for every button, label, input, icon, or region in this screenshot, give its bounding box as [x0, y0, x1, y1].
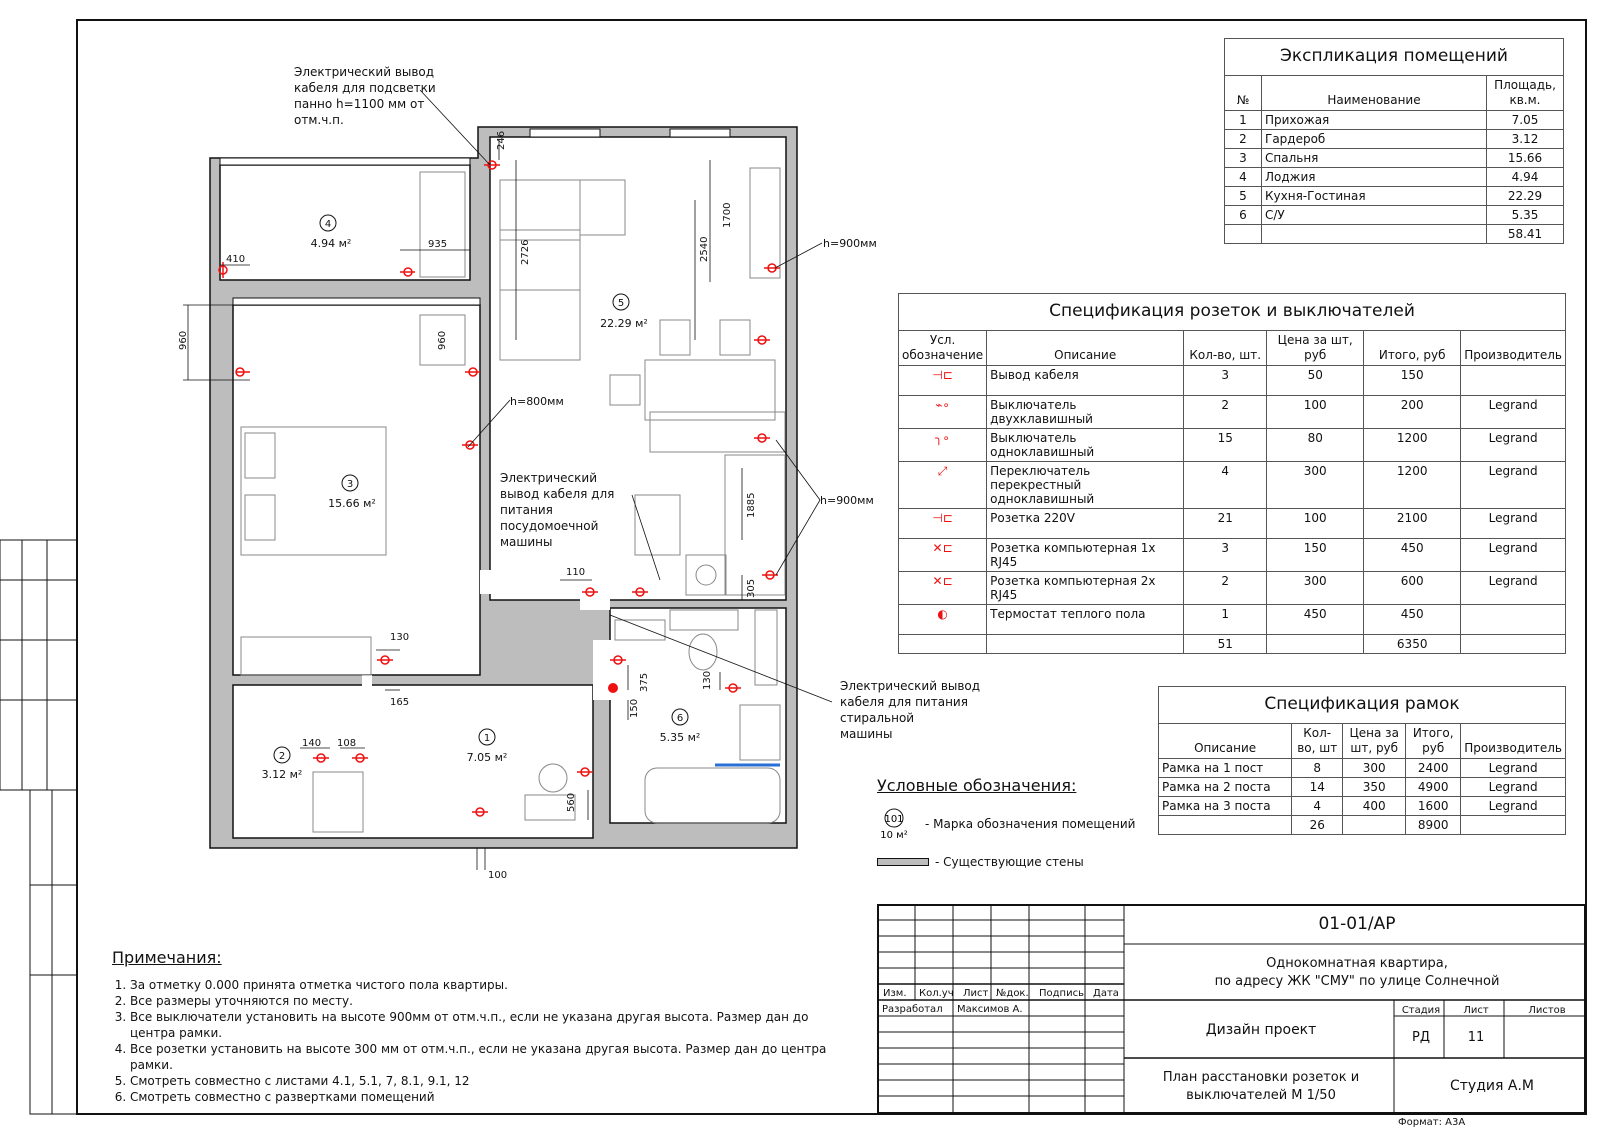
cell: Переключатель перекрестный одноклавишный [987, 462, 1184, 509]
notes-list [112, 977, 832, 1105]
callout-panel-3: панно h=1100 мм от [294, 97, 425, 111]
callout-washer-4: машины [840, 727, 893, 741]
sockets-header-qty: Кол-во, шт. [1184, 331, 1267, 366]
frames-header-qty: Кол-во, шт [1292, 724, 1343, 759]
table-row [1225, 168, 1564, 187]
dim-1700: 1700 [722, 202, 733, 228]
room-5-area: 22.29 м² [600, 317, 648, 330]
sockets-total-sum: 6350 [1364, 635, 1461, 654]
legend-mark-area: 10 м² [880, 830, 908, 841]
dim-246: 246 [496, 130, 507, 150]
room-2-area: 3.12 м² [261, 768, 303, 781]
stamp-drawing-2: выключателей М 1/50 [1186, 1088, 1336, 1103]
room-4-no: 4 [324, 219, 332, 230]
callout-washer-2: кабеля для питания [840, 695, 968, 709]
cell: 2 [1225, 130, 1262, 149]
cell: 1600 [1406, 797, 1461, 816]
frames-header-maker: Производитель [1461, 724, 1566, 759]
cell: 4 [1184, 462, 1267, 509]
stamp-developer: Максимов А. [957, 1004, 1023, 1015]
table-row [899, 429, 1566, 462]
cross-switch-icon: ⤢ [899, 462, 987, 509]
callout-dishwasher-1: Электрический [500, 471, 598, 485]
cell: 15.66 [1487, 149, 1564, 168]
sheet-format: Формат: А3А [1398, 1117, 1466, 1128]
cell: Розетка компьютерная 2х RJ45 [987, 572, 1184, 605]
cell: Спальня [1262, 149, 1487, 168]
room-5-no: 5 [617, 298, 625, 309]
table-row [1225, 206, 1564, 225]
callout-panel-2: кабеля для подсветки [294, 81, 436, 95]
table-row [899, 605, 1566, 635]
cell: Гардероб [1262, 130, 1487, 149]
cell: Выключатель одноклавишный [987, 429, 1184, 462]
cell: 5.35 [1487, 206, 1564, 225]
floor-thermostat-icon [608, 683, 618, 693]
table-row [899, 572, 1566, 605]
frames-spec-title: Спецификация рамок [1159, 687, 1566, 724]
legend [877, 776, 1177, 869]
sockets-header-total: Итого, руб [1364, 331, 1461, 366]
room-mark-icon [877, 807, 911, 841]
cell: 5 [1225, 187, 1262, 206]
cell: Розетка компьютерная 1х RJ45 [987, 539, 1184, 572]
room-4-area: 4.94 м² [310, 237, 352, 250]
table-total-row [1159, 816, 1566, 835]
cell: Legrand [1461, 462, 1566, 509]
sockets-total-qty: 51 [1184, 635, 1267, 654]
cell: 3 [1184, 539, 1267, 572]
dim-165: 165 [390, 697, 410, 708]
list-item: 3. Все выключатели установить на высоте 900мм от отм.ч.п., если не указана другая высота. Размер дан до центра рамки. [130, 1009, 832, 1041]
dim-108: 108 [337, 738, 357, 749]
callout-dishwasher-5: машины [500, 535, 553, 549]
frames-header-total: Итого, руб [1406, 724, 1461, 759]
cell: 15 [1184, 429, 1267, 462]
dim-375: 375 [639, 672, 650, 692]
cell: Лоджия [1262, 168, 1487, 187]
height-label-right-top: h=900мм [823, 237, 877, 250]
notes [112, 948, 832, 1105]
cell: 14 [1292, 778, 1343, 797]
frames-header-price: Цена за шт, руб [1343, 724, 1406, 759]
height-label-right-mid: h=900мм [820, 494, 874, 507]
callout-panel-1: Электрический вывод [294, 65, 435, 79]
wall-swatch-icon [877, 858, 929, 866]
cell: Legrand [1461, 572, 1566, 605]
cell: 6 [1225, 206, 1262, 225]
cell: 22.29 [1487, 187, 1564, 206]
sockets-spec-title: Спецификация розеток и выключателей [899, 294, 1566, 331]
cell: 100 [1267, 509, 1364, 539]
list-item: 4. Все розетки установить на высоте 300 мм от отм.ч.п., если не указана другая высота. Размер дан до центра рамки. [130, 1041, 832, 1073]
table-row [899, 366, 1566, 396]
dim-130-b: 130 [702, 670, 713, 690]
room-3-area: 15.66 м² [328, 497, 376, 510]
stamp-object-2: по адресу ЖК "СМУ" по улице Солнечной [1214, 974, 1500, 989]
room-1-area: 7.05 м² [466, 751, 508, 764]
table-total-row [899, 635, 1566, 654]
cell: Вывод кабеля [987, 366, 1184, 396]
window-kitchen [530, 129, 600, 137]
stamp-drawing-1: План расстановки розеток и [1162, 1070, 1360, 1085]
window-loggia [220, 158, 470, 165]
cell: 450 [1364, 539, 1461, 572]
dim-2540: 2540 [699, 236, 710, 262]
room-3-no: 3 [346, 479, 354, 490]
cell: 7.05 [1487, 111, 1564, 130]
dim-960-left: 960 [178, 330, 189, 350]
table-row [1225, 111, 1564, 130]
legend-title: Условные обозначения: [877, 776, 1077, 795]
stamp-sheets-label: Листов [1528, 1005, 1566, 1016]
cell: 80 [1267, 429, 1364, 462]
sockets-header-maker: Производитель [1461, 331, 1566, 366]
room-6-area: 5.35 м² [659, 731, 701, 744]
cell: 50 [1267, 366, 1364, 396]
cell: 150 [1267, 539, 1364, 572]
frames-header-desc: Описание [1159, 724, 1292, 759]
stamp-stage-label: Стадия [1401, 1005, 1441, 1016]
dim-935: 935 [428, 239, 448, 250]
room-2-no: 2 [278, 751, 286, 762]
cell: Кухня-Гостиная [1262, 187, 1487, 206]
cell: 400 [1343, 797, 1406, 816]
explication-header-no: № [1225, 76, 1262, 111]
stamp-col-izm: Изм. [883, 988, 907, 999]
legend-wall-text: - Существующие стены [935, 855, 1084, 869]
frames-total-sum: 8900 [1406, 816, 1461, 835]
stamp-studio: Студия А.М [1450, 1078, 1534, 1094]
cell: 600 [1364, 572, 1461, 605]
cell: 3 [1225, 149, 1262, 168]
floor-plan [178, 65, 980, 881]
cell [1461, 605, 1566, 635]
cell: 1 [1225, 111, 1262, 130]
cell: 150 [1364, 366, 1461, 396]
table-row [1159, 778, 1566, 797]
stamp-sheet-label: Лист [1463, 1005, 1489, 1016]
cell: 2 [1184, 572, 1267, 605]
list-item: 1. За отметку 0.000 принята отметка чистого пола квартиры. [130, 977, 832, 993]
table-row [1159, 759, 1566, 778]
cell: 1200 [1364, 462, 1461, 509]
cell: 450 [1364, 605, 1461, 635]
cell: 4 [1292, 797, 1343, 816]
window-kitchen-2 [670, 129, 730, 137]
stamp-col-koluch: Кол.уч [919, 988, 954, 999]
table-row [1225, 149, 1564, 168]
callout-washer-3: стиральной [840, 711, 915, 725]
cell: 4.94 [1487, 168, 1564, 187]
cell: Legrand [1461, 539, 1566, 572]
cell: Legrand [1461, 396, 1566, 429]
cell: Legrand [1461, 778, 1566, 797]
cell: Рамка на 3 поста [1159, 797, 1292, 816]
explication-title: Экспликация помещений [1225, 39, 1564, 76]
callout-panel-4: отм.ч.п. [294, 113, 344, 127]
cell: Прихожая [1262, 111, 1487, 130]
table-row [899, 509, 1566, 539]
cell: 2400 [1406, 759, 1461, 778]
dim-960-bedroom: 960 [437, 330, 448, 350]
callout-dishwasher-3: питания [500, 503, 553, 517]
stamp-col-podpis: Подпись [1039, 988, 1084, 999]
cell: Legrand [1461, 429, 1566, 462]
cell: 300 [1267, 462, 1364, 509]
frames-spec-table [1158, 686, 1566, 835]
cell [1461, 366, 1566, 396]
list-item: 6. Смотреть совместно с развертками помещений [130, 1089, 832, 1105]
stamp-object-1: Однокомнатная квартира, [1266, 956, 1448, 971]
stamp-developer-label: Разработал [882, 1004, 943, 1015]
legend-mark-no: 101 [884, 814, 904, 825]
stamp-code: 01-01/АР [1318, 914, 1396, 934]
room-6-no: 6 [676, 713, 684, 724]
cell: С/У [1262, 206, 1487, 225]
table-row [1225, 130, 1564, 149]
sockets-header-symbol: Усл. обозначение [899, 331, 987, 366]
cell: Рамка на 1 пост [1159, 759, 1292, 778]
dimension-lines [183, 140, 742, 870]
cell: Выключатель двухклавишный [987, 396, 1184, 429]
cell: 350 [1343, 778, 1406, 797]
cell: 4900 [1406, 778, 1461, 797]
table-total-row [1225, 225, 1564, 244]
cell: Legrand [1461, 759, 1566, 778]
explication-header-name: Наименование [1262, 76, 1487, 111]
explication-header-area: Площадь, кв.м. [1487, 76, 1564, 111]
cell: Рамка на 2 поста [1159, 778, 1292, 797]
notes-title: Примечания: [112, 948, 222, 967]
table-row [1159, 797, 1566, 816]
cell: 450 [1267, 605, 1364, 635]
table-row [899, 462, 1566, 509]
double-switch-icon: ⌁∘ [899, 396, 987, 429]
cell: 2100 [1364, 509, 1461, 539]
cell: 100 [1267, 396, 1364, 429]
dim-2726: 2726 [520, 239, 531, 265]
margin-strip [0, 540, 77, 1114]
sockets-spec-table [898, 293, 1566, 654]
dim-1885: 1885 [746, 492, 757, 518]
rj45-single-icon: ✕⊏ [899, 539, 987, 572]
sockets-header-desc: Описание [987, 331, 1184, 366]
cell: 300 [1343, 759, 1406, 778]
cell: Розетка 220V [987, 509, 1184, 539]
window-bedroom [233, 298, 480, 305]
rj45-double-icon: ✕⊏ [899, 572, 987, 605]
stamp-sheet: 11 [1467, 1030, 1485, 1045]
frames-total-qty: 26 [1292, 816, 1343, 835]
stamp-col-list: Лист [963, 988, 989, 999]
table-row [899, 539, 1566, 572]
explication-total: 58.41 [1487, 225, 1564, 244]
list-item: 5. Смотреть совместно с листами 4.1, 5.1, 7, 8.1, 9.1, 12 [130, 1073, 832, 1089]
stamp-stage: РД [1412, 1030, 1430, 1045]
cell: 21 [1184, 509, 1267, 539]
cell: Термостат теплого пола [987, 605, 1184, 635]
cell: 200 [1364, 396, 1461, 429]
dim-130-a: 130 [390, 632, 410, 643]
cell: Legrand [1461, 797, 1566, 816]
sockets-header-price: Цена за шт, руб [1267, 331, 1364, 366]
cell: Legrand [1461, 509, 1566, 539]
cell: 2 [1184, 396, 1267, 429]
title-block [877, 904, 1586, 1114]
single-switch-icon: ╮∘ [899, 429, 987, 462]
table-row [899, 396, 1566, 429]
cable-outlet-icon: ⊣⊏ [899, 366, 987, 396]
dim-305: 305 [746, 578, 757, 598]
explication-table [1224, 38, 1564, 244]
table-row [1225, 187, 1564, 206]
cell: 3.12 [1487, 130, 1564, 149]
dim-560: 560 [566, 792, 577, 812]
callout-dishwasher-4: посудомоечной [500, 519, 599, 533]
thermostat-icon: ◐ [899, 605, 987, 635]
cell: 3 [1184, 366, 1267, 396]
dim-140: 140 [302, 738, 322, 749]
cell: 1200 [1364, 429, 1461, 462]
list-item: 2. Все размеры уточняются по месту. [130, 993, 832, 1009]
height-label-bedroom: h=800мм [510, 395, 564, 408]
cell: 4 [1225, 168, 1262, 187]
dim-150: 150 [629, 698, 640, 718]
socket-220-icon: ⊣⊏ [899, 509, 987, 539]
stamp-col-data: Дата [1093, 988, 1119, 999]
callout-dishwasher-2: вывод кабеля для [500, 487, 615, 501]
dim-100: 100 [488, 870, 508, 881]
stamp-project: Дизайн проект [1205, 1022, 1317, 1038]
legend-mark-text: - Марка обозначения помещений [925, 817, 1136, 831]
dim-410: 410 [226, 254, 246, 265]
stamp-col-ndok: №док. [996, 988, 1029, 999]
dim-110: 110 [566, 567, 586, 578]
room-1-no: 1 [483, 733, 491, 744]
cell: 8 [1292, 759, 1343, 778]
cell: 1 [1184, 605, 1267, 635]
callout-washer-1: Электрический вывод [840, 679, 981, 693]
cell: 300 [1267, 572, 1364, 605]
